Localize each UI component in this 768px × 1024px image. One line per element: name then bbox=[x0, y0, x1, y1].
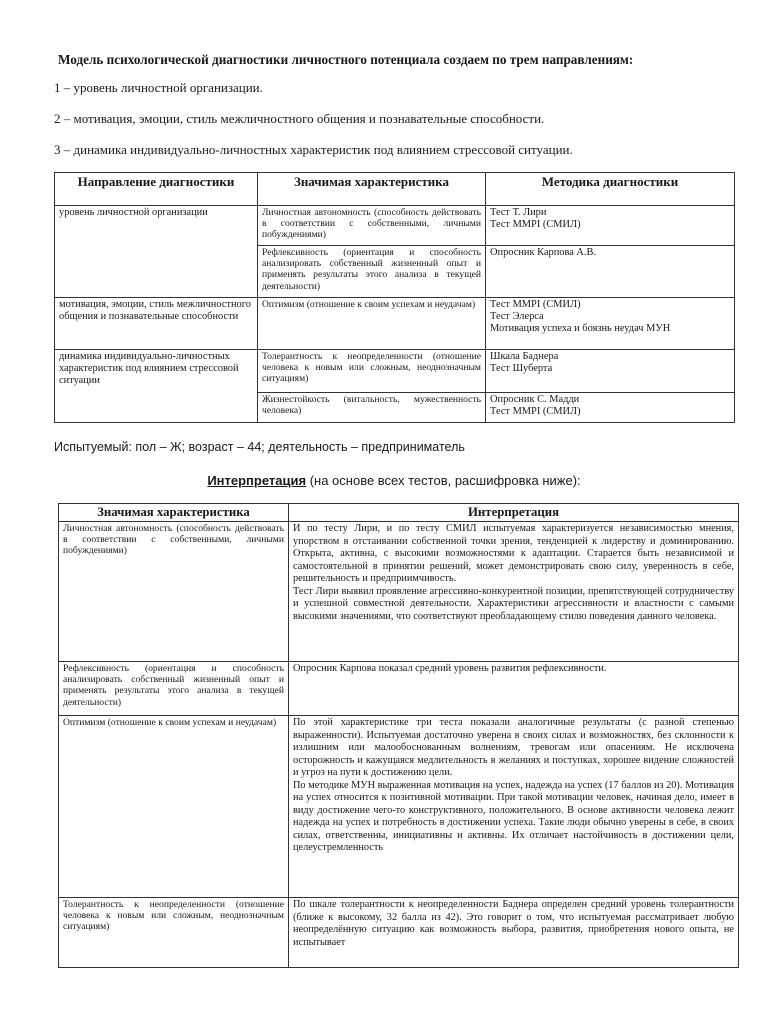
interpretation-title: Интерпретация bbox=[207, 473, 307, 488]
table-row bbox=[55, 206, 735, 246]
direction-cell: динамика индивидуально-личностных характеристик под влиянием стрессовой ситуации bbox=[55, 350, 258, 423]
interpretation-paragraph: По шкале толерантности к неопределенности Баднера определен средний уровень толерантности (ближе к высокому, 32 балла из 42). Это говорит о том, что испытуемая рассматривает любую неопределённую ситуацию как возможность выбора, развития, приобретения нового опыта, не испытывает bbox=[293, 899, 734, 948]
interpretation-paragraph: Опросник Карпова показал средний уровень развития рефлексивности. bbox=[293, 663, 607, 674]
methods-cell bbox=[486, 206, 735, 246]
table-row bbox=[59, 898, 739, 968]
interpretation-paragraph: По методике МУН выраженная мотивация на успех, надежда на успех (17 баллов из 20). Мотивация на успех относится к позитивной мотивации. При такой мотивации человек, начиная дело, имеет в виду достижение чего-то конструктивного, положительного. В основе активности человека лежит надежда на успех и потребность в достижении успеха. Такие люди обычно уверены в себе, в своих силах, ответственны, инициативны и активны. Их отличает настойчивость в достижении цели, целеустремленность bbox=[293, 779, 734, 853]
table-row bbox=[55, 350, 735, 393]
table-header-row bbox=[55, 173, 735, 206]
characteristic-cell: Оптимизм (отношение к своим успехам и неудачам) bbox=[258, 298, 486, 350]
characteristic-cell: Жизнестойкость (витальность, мужественность человека) bbox=[258, 393, 486, 423]
direction-item: 1 – уровень личностной организации. bbox=[54, 80, 263, 95]
interpretation-cell bbox=[289, 898, 739, 968]
direction-item: 2 – мотивация, эмоции, стиль межличностного общения и познавательные способности. bbox=[54, 111, 545, 126]
characteristic-cell: Личностная автономность (способность действовать в соответствии с собственными, личными побуждениями) bbox=[59, 522, 289, 662]
methods-cell bbox=[486, 393, 735, 423]
characteristic-cell: Толерантность к неопределенности (отношение человека к новым или сложным, неоднозначным ситуациям) bbox=[59, 898, 289, 968]
table-row bbox=[59, 716, 739, 898]
method-item: Тест Шуберта bbox=[490, 363, 553, 375]
methods-cell bbox=[486, 298, 735, 350]
characteristic-cell: Рефлексивность (ориентация и способность анализировать собственный жизненный опыт и применять результаты этого анализа в текущей деятельности) bbox=[59, 662, 289, 716]
interpretation-cell bbox=[289, 662, 739, 716]
methods-cell bbox=[486, 246, 735, 298]
column-header: Методика диагностики bbox=[486, 173, 735, 206]
column-header: Значимая характеристика bbox=[59, 504, 289, 522]
interpretation-paragraph: По этой характеристике три теста показали аналогичные результаты (с разной степенью выраженности). Испытуемая достаточно уверена в своих силах и возможностях, без склонности к излишним или малообоснованным волнениям, тревогам или опасениям. Не исключена осторожность и кажущаяся медлительность в желаниях и поступках, хорошее видение сложностей и угроз на пути к достижению цели. bbox=[293, 717, 734, 778]
interpretation-paragraph: И по тесту Лири, и по тесту СМИЛ испытуемая характеризуется независимостью мнения, упорством в отстаивании собственной точки зрения, тенденцией к лидерству и доминированию. Открыта, активна, с высокими возможностями к адаптации. Старается быть независимой и самостоятельной в принятии решений, может демонстрировать свою силу, уверенность в себе, решительность и предприимчивость. bbox=[293, 523, 734, 584]
table-row bbox=[59, 662, 739, 716]
interpretation-paragraph: Тест Лири выявил проявление агрессивно-конкурентной позиции, препятствующей сотрудничеству и успешной совместной деятельности. Характеристики агрессивности и властности с самыми высокими значениями, что соответствуют преобладающему стилю поведения данного человека. bbox=[293, 585, 734, 622]
method-item: Тест Элерса bbox=[490, 311, 544, 323]
characteristic-cell: Оптимизм (отношение к своим успехам и неудачам) bbox=[59, 716, 289, 898]
direction-cell: уровень личностной организации bbox=[55, 206, 258, 298]
interpretation-cell bbox=[289, 716, 739, 898]
methods-cell bbox=[486, 350, 735, 393]
characteristic-cell: Толерантность к неопределенности (отношение человека к новым или сложным, неоднозначным ситуациям) bbox=[258, 350, 486, 393]
method-item: Тест Т. Лири bbox=[490, 207, 547, 218]
characteristic-cell: Личностная автономность (способность действовать в соответствии с собственными, личными побуждениями) bbox=[258, 206, 486, 246]
table-row bbox=[59, 522, 739, 662]
interpretation-note: (на основе всех тестов, расшифровка ниже): bbox=[306, 473, 581, 488]
document-heading: Модель психологической диагностики личностного потенциала создаем по трем направлениям: bbox=[58, 52, 634, 67]
method-item: Шкала Баднера bbox=[490, 351, 559, 362]
method-item: Тест MMPI (СМИЛ) bbox=[490, 219, 581, 231]
characteristic-cell: Рефлексивность (ориентация и способность анализировать собственный жизненный опыт и применять результаты этого анализа в текущей деятельности) bbox=[258, 246, 486, 298]
method-item: Опросник С. Мадди bbox=[490, 394, 580, 405]
direction-item: 3 – динамика индивидуально-личностных характеристик под влиянием стрессовой ситуации. bbox=[54, 142, 573, 157]
column-header: Направление диагностики bbox=[55, 173, 258, 206]
column-header: Интерпретация bbox=[289, 504, 739, 522]
table-header-row bbox=[59, 504, 739, 522]
interpretation-cell bbox=[289, 522, 739, 662]
direction-cell: мотивация, эмоции, стиль межличностного общения и познавательные способности bbox=[55, 298, 258, 350]
table-row bbox=[55, 298, 735, 350]
column-header: Значимая характеристика bbox=[258, 173, 486, 206]
method-item: Опросник Карпова А.В. bbox=[490, 247, 597, 258]
subject-info: Испытуемый: пол – Ж; возраст – 44; деятельность – предприниматель bbox=[54, 440, 465, 454]
method-item: Мотивация успеха и боязнь неудач МУН bbox=[490, 323, 671, 335]
method-item: Тест MMPI (СМИЛ) bbox=[490, 406, 581, 418]
interpretation-heading bbox=[54, 473, 734, 488]
interpretation-table bbox=[58, 503, 739, 968]
method-item: Тест MMPI (СМИЛ) bbox=[490, 299, 581, 310]
diagnostics-table bbox=[54, 172, 735, 423]
